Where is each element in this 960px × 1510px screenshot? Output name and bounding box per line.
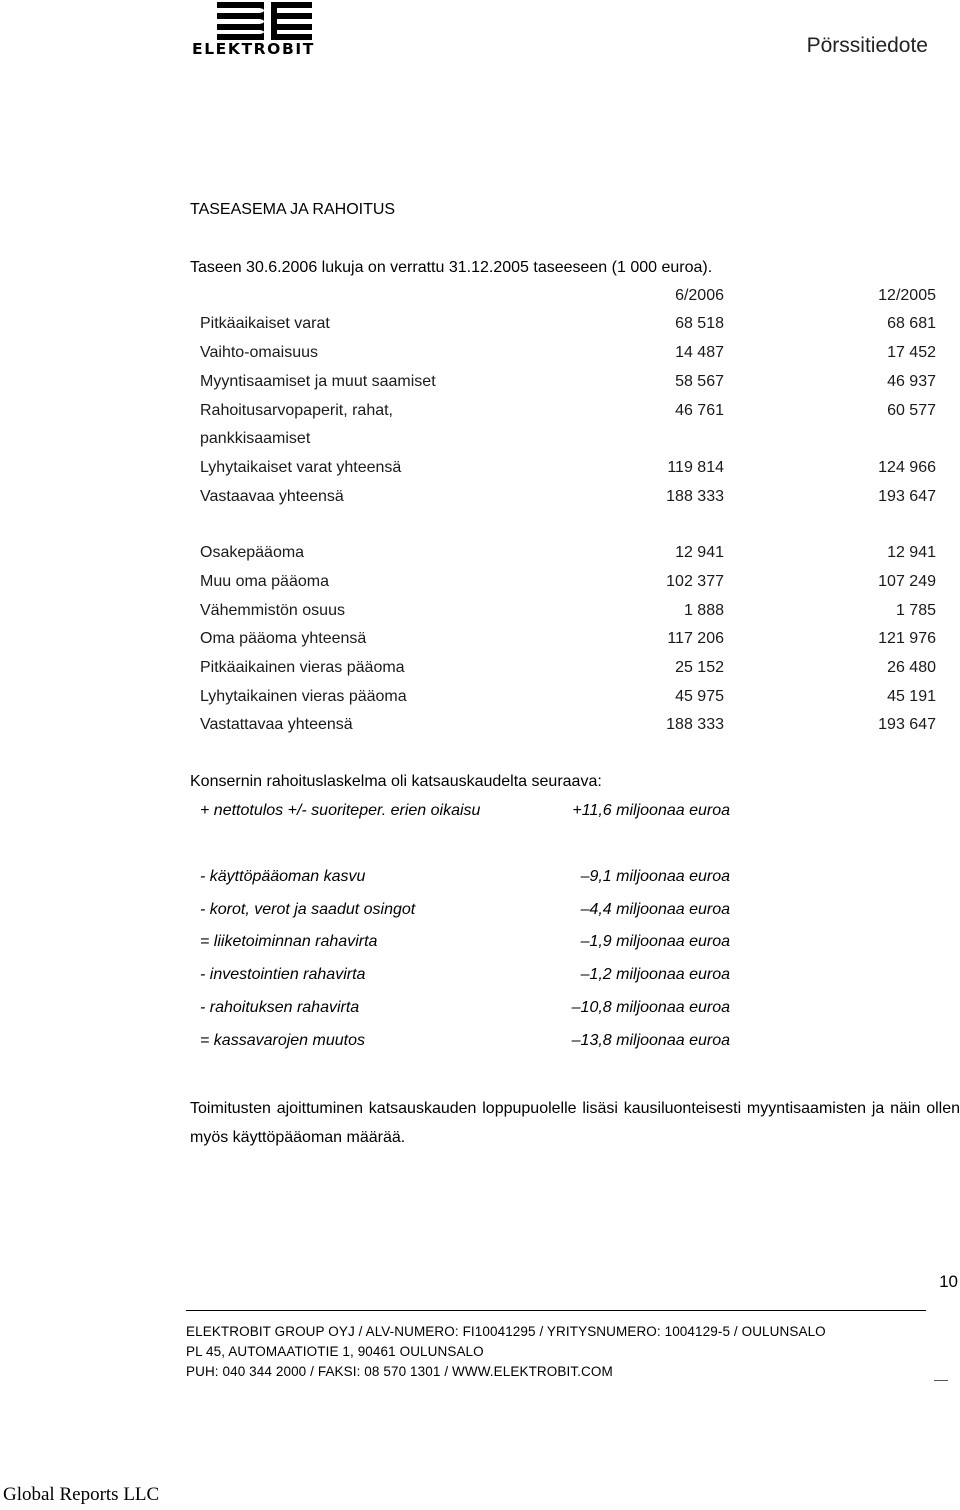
cashflow-value: –13,8 miljoonaa euroa — [571, 1032, 730, 1049]
cashflow-value: –4,4 miljoonaa euroa — [580, 901, 730, 918]
row-label: Vähemmistön osuus — [200, 602, 345, 619]
elektrobit-logo-icon — [217, 2, 317, 40]
cashflow-value: –10,8 miljoonaa euroa — [571, 999, 730, 1016]
row-value-2005: 193 647 — [878, 716, 936, 733]
row-value-2005: 60 577 — [887, 402, 936, 419]
row-value-2006: 102 377 — [666, 573, 724, 590]
table-header-row — [200, 287, 936, 311]
table-row — [200, 315, 936, 339]
row-value-2006: 58 567 — [675, 373, 724, 390]
row-value-2005: 68 681 — [887, 315, 936, 332]
footer-address-line: PL 45, AUTOMAATIOTIE 1, 90461 OULUNSALO — [186, 1344, 484, 1359]
row-value-2005: 46 937 — [887, 373, 936, 390]
cashflow-label: = liiketoiminnan rahavirta — [200, 933, 378, 950]
row-label: Oma pääoma yhteensä — [200, 630, 367, 647]
row-value-2005: 17 452 — [887, 344, 936, 361]
cashflow-intro: Konsernin rahoituslaskelma oli katsauskaudelta seuraava: — [190, 773, 602, 790]
cashflow-item — [200, 1032, 730, 1056]
cashflow-value: –1,2 miljoonaa euroa — [580, 966, 730, 983]
section-heading: TASEASEMA JA RAHOITUS — [190, 201, 396, 218]
table-row — [200, 402, 936, 426]
row-value-2006: 68 518 — [675, 315, 724, 332]
row-value-2006: 12 941 — [675, 544, 724, 561]
table-row — [200, 573, 936, 597]
row-value-2006: 119 814 — [667, 459, 724, 476]
cashflow-label: - rahoituksen rahavirta — [200, 999, 360, 1016]
row-label: Rahoitusarvopaperit, rahat, — [200, 402, 393, 419]
table-row — [200, 716, 936, 740]
document-type: Pörssitiedote — [806, 34, 928, 57]
cashflow-item — [200, 933, 730, 957]
closing-paragraph: Toimitusten ajoittuminen katsauskauden loppupuolelle lisäsi kausiluonteisesti myyntisaamisten ja näin ollen myös käyttöpääoman määrää. — [190, 1100, 960, 1146]
row-value-2006: 46 761 — [675, 402, 724, 419]
footer-dash — [934, 1380, 948, 1381]
cashflow-label: - käyttöpääoman kasvu — [200, 868, 366, 885]
row-value-2005: 107 249 — [878, 573, 936, 590]
table-row — [200, 459, 936, 483]
table-row — [200, 630, 936, 654]
column-header-2006: 6/2006 — [675, 287, 724, 304]
table-row — [200, 602, 936, 626]
row-value-2005: 26 480 — [887, 659, 936, 676]
footer-company-line: ELEKTROBIT GROUP OYJ / ALV-NUMERO: FI10041295 / YRITYSNUMERO: 1004129-5 / OULUNSALO — [186, 1324, 826, 1339]
watermark-text: Global Reports LLC — [3, 1484, 160, 1505]
table-row — [200, 688, 936, 712]
row-label: Lyhytaikaiset varat yhteensä — [200, 459, 402, 476]
cashflow-label: + nettotulos +/- suoriteper. erien oikaisu — [200, 802, 481, 819]
column-header-2005: 12/2005 — [878, 287, 936, 304]
table-row — [200, 659, 936, 683]
row-value-2005: 124 966 — [878, 459, 936, 476]
row-label: Vastaavaa yhteensä — [200, 488, 344, 505]
row-value-2005: 45 191 — [887, 688, 936, 705]
cashflow-label: = kassavarojen muutos — [200, 1032, 365, 1049]
row-label: Lyhytaikainen vieras pääoma — [200, 688, 407, 705]
row-value-2006: 25 152 — [675, 659, 724, 676]
row-value-2006: 45 975 — [675, 688, 724, 705]
row-label: Vastattavaa yhteensä — [200, 716, 353, 733]
company-logo — [192, 0, 317, 62]
cashflow-label: - korot, verot ja saadut osingot — [200, 901, 416, 918]
cashflow-item — [200, 901, 730, 925]
row-value-2006: 188 333 — [666, 716, 724, 733]
row-label: Myyntisaamiset ja muut saamiset — [200, 373, 436, 390]
table-row — [200, 544, 936, 568]
row-label: Osakepääoma — [200, 544, 305, 561]
table-row — [200, 373, 936, 397]
row-label: Muu oma pääoma — [200, 573, 329, 590]
row-label: Pitkäaikaiset varat — [200, 315, 330, 332]
section-intro: Taseen 30.6.2006 lukuja on verrattu 31.12.2005 taseeseen (1 000 euroa). — [190, 259, 713, 276]
cashflow-value: –9,1 miljoonaa euroa — [580, 868, 730, 885]
cashflow-label: - investointien rahavirta — [200, 966, 366, 983]
cashflow-item — [200, 999, 730, 1023]
row-value-2005: 12 941 — [887, 544, 936, 561]
cashflow-value: –1,9 miljoonaa euroa — [580, 933, 730, 950]
row-value-2006: 117 206 — [667, 630, 724, 647]
row-value-2006: 1 888 — [683, 602, 724, 619]
row-label: Vaihto-omaisuus — [200, 344, 318, 361]
cashflow-value: +11,6 miljoonaa euroa — [572, 802, 730, 819]
table-row — [200, 344, 936, 368]
row-value-2006: 188 333 — [666, 488, 724, 505]
row-value-2005: 1 785 — [895, 602, 936, 619]
row-value-2005: 121 976 — [878, 630, 936, 647]
table-row — [200, 488, 936, 512]
footer-divider — [186, 1310, 926, 1311]
page-number: 10 — [939, 1272, 958, 1291]
table-row — [200, 430, 936, 454]
row-label: pankkisaamiset — [200, 430, 311, 447]
logo-wordmark: ELEKTROBIT — [192, 40, 315, 58]
footer-contact-line: PUH: 040 344 2000 / FAKSI: 08 570 1301 / WWW.ELEKTROBIT.COM — [186, 1364, 613, 1379]
cashflow-item — [200, 966, 730, 990]
row-label: Pitkäaikainen vieras pääoma — [200, 659, 405, 676]
cashflow-item — [200, 802, 730, 826]
cashflow-item — [200, 868, 730, 892]
row-value-2005: 193 647 — [878, 488, 936, 505]
row-value-2006: 14 487 — [675, 344, 724, 361]
